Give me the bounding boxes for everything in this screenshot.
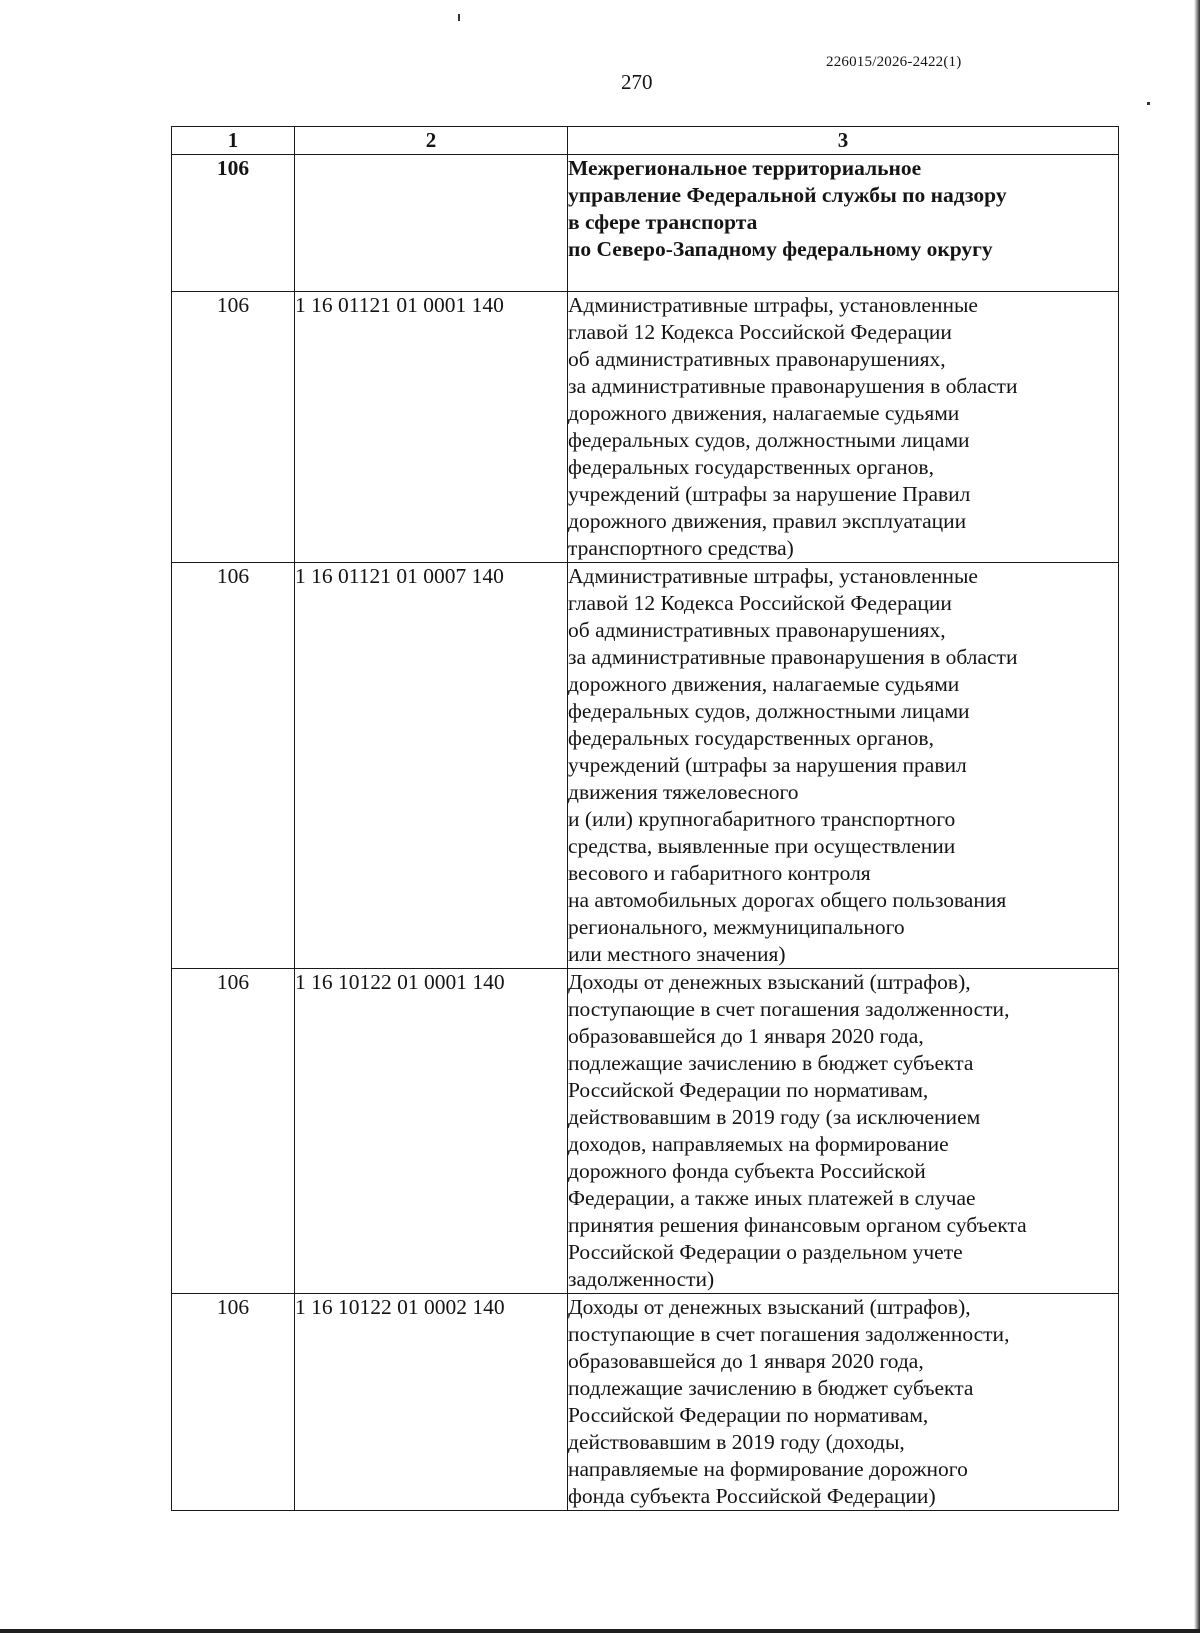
description-line: на автомобильных дорогах общего пользования <box>568 888 1007 912</box>
scan-speck <box>458 14 460 21</box>
description-line: об административных правонарушениях, <box>568 347 946 371</box>
budget-classification-code-cell: 1 16 01121 01 0001 140 <box>295 292 568 563</box>
scan-speck <box>1147 102 1150 105</box>
admin-code-cell: 106 <box>172 563 295 969</box>
table-row <box>172 1294 1119 1511</box>
table-row-organization <box>172 155 1119 292</box>
description-line: или местного значения) <box>568 942 786 966</box>
description-line: учреждений (штрафы за нарушения правил <box>568 753 967 777</box>
description-lines <box>568 969 1118 1293</box>
scan-edge-bottom <box>0 1629 1200 1633</box>
description-line: федеральных судов, должностными лицами <box>568 428 970 452</box>
budget-classification-code-cell: 1 16 01121 01 0007 140 <box>295 563 568 969</box>
description-line: весового и габаритного контроля <box>568 861 871 885</box>
description-line: учреждений (штрафы за нарушение Правил <box>568 482 971 506</box>
description-line: образовавшейся до 1 января 2020 года, <box>568 1024 924 1048</box>
description-line: Доходы от денежных взысканий (штрафов), <box>568 970 971 994</box>
description-line: принятия решения финансовым органом субъекта <box>568 1213 1027 1237</box>
description-line: управление Федеральной службы по надзору <box>568 183 1007 207</box>
scan-edge-right <box>1194 0 1200 1633</box>
admin-code-cell: 106 <box>172 1294 295 1511</box>
description-cell <box>568 563 1119 969</box>
description-line: дорожного движения, правил эксплуатации <box>568 509 967 533</box>
description-line: Российской Федерации по нормативам, <box>568 1078 929 1102</box>
description-lines <box>568 563 1118 968</box>
description-line: образовавшейся до 1 января 2020 года, <box>568 1349 924 1373</box>
description-line: и (или) крупногабаритного транспортного <box>568 807 956 831</box>
description-line: Доходы от денежных взысканий (штрафов), <box>568 1295 971 1319</box>
description-cell <box>568 292 1119 563</box>
budget-classification-code-cell <box>295 155 568 292</box>
description-line: дорожного фонда субъекта Российской <box>568 1159 926 1183</box>
table-row <box>172 292 1119 563</box>
description-line: транспортного средства) <box>568 536 794 560</box>
description-line: федеральных государственных органов, <box>568 726 934 750</box>
description-line: Российской Федерации по нормативам, <box>568 1403 929 1427</box>
description-line: поступающие в счет погашения задолженности, <box>568 997 1010 1021</box>
table-header-row <box>172 127 1119 155</box>
description-line: дорожного движения, налагаемые судьями <box>568 401 960 425</box>
description-line: федеральных судов, должностными лицами <box>568 699 970 723</box>
description-line: направляемые на формирование дорожного <box>568 1457 968 1481</box>
description-line: за административные правонарушения в области <box>568 645 1018 669</box>
description-line: Административные штрафы, установленные <box>568 564 978 588</box>
description-line: федеральных государственных органов, <box>568 455 934 479</box>
table-row <box>172 563 1119 969</box>
description-line: поступающие в счет погашения задолженности, <box>568 1322 1010 1346</box>
description-lines <box>568 292 1118 562</box>
description-line: подлежащие зачислению в бюджет субъекта <box>568 1376 974 1400</box>
description-line: главой 12 Кодекса Российской Федерации <box>568 591 952 615</box>
description-line: Административные штрафы, установленные <box>568 293 978 317</box>
description-line: Российской Федерации о раздельном учете <box>568 1240 963 1264</box>
table-row <box>172 969 1119 1294</box>
admin-code-cell: 106 <box>172 969 295 1294</box>
admin-code-cell: 106 <box>172 292 295 563</box>
page-number: 270 <box>621 70 653 94</box>
description-line: об административных правонарушениях, <box>568 618 946 642</box>
description-line: действовавшим в 2019 году (доходы, <box>568 1430 905 1454</box>
description-line: по Северо-Западному федеральному округу <box>568 237 993 261</box>
document-registration-number: 226015/2026-2422(1) <box>826 54 962 70</box>
admin-code-cell: 106 <box>172 155 295 292</box>
description-line: Федерации, а также иных платежей в случае <box>568 1186 976 1210</box>
description-lines <box>568 1294 1118 1510</box>
column-header-2: 2 <box>295 127 568 155</box>
budget-classification-code-cell: 1 16 10122 01 0002 140 <box>295 1294 568 1511</box>
revenue-administrators-table <box>171 126 1119 1511</box>
column-header-3: 3 <box>568 127 1119 155</box>
description-line: движения тяжеловесного <box>568 780 799 804</box>
description-line: фонда субъекта Российской Федерации) <box>568 1484 936 1508</box>
budget-classification-code-cell: 1 16 10122 01 0001 140 <box>295 969 568 1294</box>
description-line: главой 12 Кодекса Российской Федерации <box>568 320 952 344</box>
description-line: дорожного движения, налагаемые судьями <box>568 672 960 696</box>
description-line: в сфере транспорта <box>568 210 758 234</box>
description-cell <box>568 155 1119 292</box>
description-line: подлежащие зачислению в бюджет субъекта <box>568 1051 974 1075</box>
description-cell <box>568 1294 1119 1511</box>
column-header-1: 1 <box>172 127 295 155</box>
description-line: регионального, межмуниципального <box>568 915 905 939</box>
description-line: Межрегиональное территориальное <box>568 156 922 180</box>
description-line: задолженности) <box>568 1267 715 1291</box>
description-line: доходов, направляемых на формирование <box>568 1132 949 1156</box>
description-lines <box>568 155 1118 263</box>
description-line: за административные правонарушения в области <box>568 374 1018 398</box>
description-line: средства, выявленные при осуществлении <box>568 834 956 858</box>
description-line: действовавшим в 2019 году (за исключением <box>568 1105 981 1129</box>
description-cell <box>568 969 1119 1294</box>
